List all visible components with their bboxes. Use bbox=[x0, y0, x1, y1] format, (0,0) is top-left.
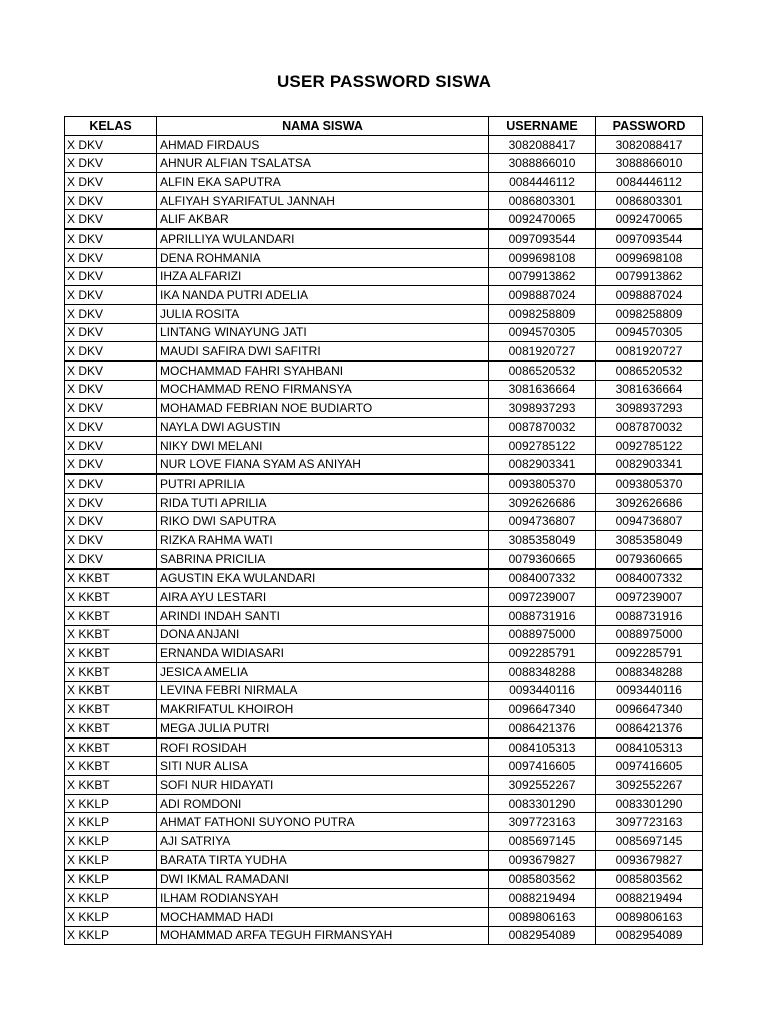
cell-kelas: X DKV bbox=[65, 380, 157, 399]
cell-username: 0088348288 bbox=[489, 662, 596, 681]
cell-password: 0093440116 bbox=[596, 681, 703, 700]
cell-nama-siswa: IKA NANDA PUTRI ADELIA bbox=[157, 286, 489, 305]
cell-username: 0096647340 bbox=[489, 700, 596, 719]
cell-kelas: X KKLP bbox=[65, 813, 157, 832]
cell-username: 3092552267 bbox=[489, 776, 596, 795]
table-row bbox=[65, 738, 703, 757]
table-row bbox=[65, 569, 703, 588]
cell-nama-siswa: NAYLA DWI AGUSTIN bbox=[157, 418, 489, 437]
cell-kelas: X DKV bbox=[65, 531, 157, 550]
cell-nama-siswa: DONA ANJANI bbox=[157, 625, 489, 644]
cell-nama-siswa: RIZKA RAHMA WATI bbox=[157, 531, 489, 550]
cell-username: 3098937293 bbox=[489, 399, 596, 418]
cell-kelas: X DKV bbox=[65, 436, 157, 455]
cell-username: 0084007332 bbox=[489, 569, 596, 588]
cell-nama-siswa: BARATA TIRTA YUDHA bbox=[157, 850, 489, 869]
cell-kelas: X KKBT bbox=[65, 662, 157, 681]
cell-nama-siswa: MAKRIFATUL KHOIROH bbox=[157, 700, 489, 719]
table-row bbox=[65, 757, 703, 776]
table-row bbox=[65, 588, 703, 607]
cell-kelas: X DKV bbox=[65, 418, 157, 437]
cell-nama-siswa: JESICA AMELIA bbox=[157, 662, 489, 681]
table-header-row bbox=[65, 117, 703, 136]
table-row bbox=[65, 210, 703, 229]
cell-password: 0086421376 bbox=[596, 719, 703, 738]
cell-username: 3097723163 bbox=[489, 813, 596, 832]
cell-nama-siswa: AHMAT FATHONI SUYONO PUTRA bbox=[157, 813, 489, 832]
cell-nama-siswa: PUTRI APRILIA bbox=[157, 474, 489, 493]
cell-username: 3081636664 bbox=[489, 380, 596, 399]
cell-nama-siswa: ARINDI INDAH SANTI bbox=[157, 606, 489, 625]
cell-kelas: X DKV bbox=[65, 549, 157, 568]
cell-username: 3082088417 bbox=[489, 135, 596, 154]
cell-password: 0097239007 bbox=[596, 588, 703, 607]
cell-kelas: X DKV bbox=[65, 512, 157, 531]
cell-password: 0085697145 bbox=[596, 832, 703, 851]
cell-password: 0088348288 bbox=[596, 662, 703, 681]
table-row bbox=[65, 380, 703, 399]
cell-username: 0098887024 bbox=[489, 286, 596, 305]
table-row bbox=[65, 229, 703, 248]
cell-nama-siswa: AHNUR ALFIAN TSALATSA bbox=[157, 154, 489, 173]
cell-password: 0083301290 bbox=[596, 794, 703, 813]
cell-kelas: X DKV bbox=[65, 191, 157, 210]
table-row bbox=[65, 681, 703, 700]
header-username: USERNAME bbox=[489, 117, 596, 136]
table-row bbox=[65, 342, 703, 361]
cell-password: 3092552267 bbox=[596, 776, 703, 795]
cell-kelas: X KKBT bbox=[65, 776, 157, 795]
cell-nama-siswa: NUR LOVE FIANA SYAM AS ANIYAH bbox=[157, 455, 489, 474]
cell-password: 0093805370 bbox=[596, 474, 703, 493]
cell-nama-siswa: AJI SATRIYA bbox=[157, 832, 489, 851]
cell-nama-siswa: AIRA AYU LESTARI bbox=[157, 588, 489, 607]
cell-username: 0097239007 bbox=[489, 588, 596, 607]
cell-nama-siswa: MAUDI SAFIRA DWI SAFITRI bbox=[157, 342, 489, 361]
cell-password: 3085358049 bbox=[596, 531, 703, 550]
table-row bbox=[65, 512, 703, 531]
cell-kelas: X KKBT bbox=[65, 569, 157, 588]
cell-username: 3092626686 bbox=[489, 493, 596, 512]
cell-kelas: X KKLP bbox=[65, 832, 157, 851]
cell-password: 0085803562 bbox=[596, 870, 703, 889]
table-row bbox=[65, 662, 703, 681]
cell-password: 3098937293 bbox=[596, 399, 703, 418]
table-row bbox=[65, 889, 703, 908]
table-row bbox=[65, 794, 703, 813]
cell-password: 0088731916 bbox=[596, 606, 703, 625]
cell-password: 0098887024 bbox=[596, 286, 703, 305]
table-row bbox=[65, 248, 703, 267]
table-row bbox=[65, 493, 703, 512]
cell-nama-siswa: MOCHAMMAD FAHRI SYAHBANI bbox=[157, 361, 489, 380]
cell-password: 0092785122 bbox=[596, 436, 703, 455]
table-row bbox=[65, 399, 703, 418]
cell-password: 0086803301 bbox=[596, 191, 703, 210]
cell-username: 0094570305 bbox=[489, 323, 596, 342]
cell-username: 0086803301 bbox=[489, 191, 596, 210]
cell-nama-siswa: NIKY DWI MELANI bbox=[157, 436, 489, 455]
cell-kelas: X KKBT bbox=[65, 625, 157, 644]
cell-password: 0097093544 bbox=[596, 229, 703, 248]
table-row bbox=[65, 154, 703, 173]
cell-username: 0079360665 bbox=[489, 549, 596, 568]
table-row bbox=[65, 926, 703, 945]
cell-username: 0086421376 bbox=[489, 719, 596, 738]
cell-kelas: X KKLP bbox=[65, 850, 157, 869]
cell-password: 0089806163 bbox=[596, 907, 703, 926]
cell-password: 0093679827 bbox=[596, 850, 703, 869]
cell-password: 3082088417 bbox=[596, 135, 703, 154]
cell-username: 0084446112 bbox=[489, 173, 596, 192]
cell-kelas: X DKV bbox=[65, 342, 157, 361]
cell-kelas: X KKBT bbox=[65, 606, 157, 625]
cell-kelas: X DKV bbox=[65, 286, 157, 305]
cell-kelas: X KKBT bbox=[65, 719, 157, 738]
cell-username: 0098258809 bbox=[489, 304, 596, 323]
cell-kelas: X DKV bbox=[65, 455, 157, 474]
cell-nama-siswa: RIDA TUTI APRILIA bbox=[157, 493, 489, 512]
cell-password: 0084446112 bbox=[596, 173, 703, 192]
cell-kelas: X KKBT bbox=[65, 644, 157, 663]
cell-password: 0087870032 bbox=[596, 418, 703, 437]
cell-password: 0097416605 bbox=[596, 757, 703, 776]
cell-nama-siswa: MEGA JULIA PUTRI bbox=[157, 719, 489, 738]
cell-username: 0083301290 bbox=[489, 794, 596, 813]
cell-username: 0088731916 bbox=[489, 606, 596, 625]
cell-nama-siswa: ERNANDA WIDIASARI bbox=[157, 644, 489, 663]
cell-kelas: X DKV bbox=[65, 267, 157, 286]
cell-password: 0098258809 bbox=[596, 304, 703, 323]
cell-username: 0085697145 bbox=[489, 832, 596, 851]
cell-password: 0079360665 bbox=[596, 549, 703, 568]
header-kelas: KELAS bbox=[65, 117, 157, 136]
cell-username: 0088975000 bbox=[489, 625, 596, 644]
table-row bbox=[65, 304, 703, 323]
cell-kelas: X KKBT bbox=[65, 738, 157, 757]
cell-password: 0094570305 bbox=[596, 323, 703, 342]
table-row bbox=[65, 776, 703, 795]
cell-password: 0084007332 bbox=[596, 569, 703, 588]
cell-username: 0093440116 bbox=[489, 681, 596, 700]
cell-username: 3085358049 bbox=[489, 531, 596, 550]
cell-nama-siswa: AGUSTIN EKA WULANDARI bbox=[157, 569, 489, 588]
cell-username: 0085803562 bbox=[489, 870, 596, 889]
cell-password: 0084105313 bbox=[596, 738, 703, 757]
table-row bbox=[65, 719, 703, 738]
cell-kelas: X KKBT bbox=[65, 757, 157, 776]
cell-nama-siswa: LEVINA FEBRI NIRMALA bbox=[157, 681, 489, 700]
cell-password: 0088975000 bbox=[596, 625, 703, 644]
table-row bbox=[65, 813, 703, 832]
cell-password: 0094736807 bbox=[596, 512, 703, 531]
table-row bbox=[65, 173, 703, 192]
cell-kelas: X DKV bbox=[65, 304, 157, 323]
cell-username: 0097416605 bbox=[489, 757, 596, 776]
cell-username: 0097093544 bbox=[489, 229, 596, 248]
cell-nama-siswa: ILHAM RODIANSYAH bbox=[157, 889, 489, 908]
table-row bbox=[65, 700, 703, 719]
cell-username: 0092470065 bbox=[489, 210, 596, 229]
table-row bbox=[65, 907, 703, 926]
table-row bbox=[65, 436, 703, 455]
cell-nama-siswa: MOCHAMMAD RENO FIRMANSYA bbox=[157, 380, 489, 399]
table-row bbox=[65, 850, 703, 869]
cell-kelas: X KKLP bbox=[65, 907, 157, 926]
table-row bbox=[65, 549, 703, 568]
cell-nama-siswa: IHZA ALFARIZI bbox=[157, 267, 489, 286]
table-row bbox=[65, 832, 703, 851]
student-password-table bbox=[64, 116, 703, 945]
cell-password: 0086520532 bbox=[596, 361, 703, 380]
cell-username: 0087870032 bbox=[489, 418, 596, 437]
cell-password: 0099698108 bbox=[596, 248, 703, 267]
table-row bbox=[65, 531, 703, 550]
table-row bbox=[65, 474, 703, 493]
table-row bbox=[65, 644, 703, 663]
cell-username: 0088219494 bbox=[489, 889, 596, 908]
cell-username: 0082903341 bbox=[489, 455, 596, 474]
table-row bbox=[65, 323, 703, 342]
cell-kelas: X DKV bbox=[65, 135, 157, 154]
cell-kelas: X KKLP bbox=[65, 926, 157, 945]
cell-password: 0092285791 bbox=[596, 644, 703, 663]
cell-kelas: X KKBT bbox=[65, 681, 157, 700]
cell-username: 0084105313 bbox=[489, 738, 596, 757]
cell-username: 0079913862 bbox=[489, 267, 596, 286]
table-row bbox=[65, 455, 703, 474]
table-row bbox=[65, 606, 703, 625]
cell-username: 3088866010 bbox=[489, 154, 596, 173]
cell-nama-siswa: MOCHAMMAD HADI bbox=[157, 907, 489, 926]
cell-nama-siswa: SOFI NUR HIDAYATI bbox=[157, 776, 489, 795]
cell-username: 0092785122 bbox=[489, 436, 596, 455]
table-row bbox=[65, 625, 703, 644]
cell-nama-siswa: RIKO DWI SAPUTRA bbox=[157, 512, 489, 531]
cell-nama-siswa: APRILLIYA WULANDARI bbox=[157, 229, 489, 248]
cell-nama-siswa: AHMAD FIRDAUS bbox=[157, 135, 489, 154]
cell-username: 0093805370 bbox=[489, 474, 596, 493]
cell-kelas: X DKV bbox=[65, 361, 157, 380]
table-body bbox=[65, 135, 703, 945]
cell-kelas: X KKLP bbox=[65, 794, 157, 813]
header-password: PASSWORD bbox=[596, 117, 703, 136]
cell-kelas: X DKV bbox=[65, 493, 157, 512]
cell-username: 0099698108 bbox=[489, 248, 596, 267]
cell-username: 0086520532 bbox=[489, 361, 596, 380]
cell-nama-siswa: SITI NUR ALISA bbox=[157, 757, 489, 776]
cell-password: 0092470065 bbox=[596, 210, 703, 229]
cell-nama-siswa: ALIF AKBAR bbox=[157, 210, 489, 229]
cell-kelas: X DKV bbox=[65, 229, 157, 248]
cell-kelas: X DKV bbox=[65, 323, 157, 342]
cell-username: 0081920727 bbox=[489, 342, 596, 361]
table-row bbox=[65, 191, 703, 210]
page-title: USER PASSWORD SISWA bbox=[276, 72, 492, 91]
table-row bbox=[65, 267, 703, 286]
cell-password: 3088866010 bbox=[596, 154, 703, 173]
cell-nama-siswa: MOHAMAD FEBRIAN NOE BUDIARTO bbox=[157, 399, 489, 418]
cell-username: 0092285791 bbox=[489, 644, 596, 663]
cell-nama-siswa: MOHAMMAD ARFA TEGUH FIRMANSYAH bbox=[157, 926, 489, 945]
table-row bbox=[65, 418, 703, 437]
cell-kelas: X KKBT bbox=[65, 700, 157, 719]
cell-kelas: X DKV bbox=[65, 173, 157, 192]
cell-kelas: X KKLP bbox=[65, 870, 157, 889]
cell-kelas: X KKLP bbox=[65, 889, 157, 908]
cell-kelas: X DKV bbox=[65, 210, 157, 229]
cell-password: 3092626686 bbox=[596, 493, 703, 512]
cell-username: 0093679827 bbox=[489, 850, 596, 869]
table-row bbox=[65, 870, 703, 889]
cell-username: 0089806163 bbox=[489, 907, 596, 926]
cell-nama-siswa: SABRINA PRICILIA bbox=[157, 549, 489, 568]
table-row bbox=[65, 286, 703, 305]
header-nama-siswa: NAMA SISWA bbox=[157, 117, 489, 136]
cell-nama-siswa: ALFIYAH SYARIFATUL JANNAH bbox=[157, 191, 489, 210]
cell-nama-siswa: DENA ROHMANIA bbox=[157, 248, 489, 267]
cell-password: 0096647340 bbox=[596, 700, 703, 719]
cell-password: 3097723163 bbox=[596, 813, 703, 832]
cell-username: 0082954089 bbox=[489, 926, 596, 945]
cell-nama-siswa: ALFIN EKA SAPUTRA bbox=[157, 173, 489, 192]
cell-kelas: X DKV bbox=[65, 154, 157, 173]
cell-nama-siswa: DWI IKMAL RAMADANI bbox=[157, 870, 489, 889]
cell-kelas: X DKV bbox=[65, 474, 157, 493]
table-row bbox=[65, 361, 703, 380]
cell-password: 0082903341 bbox=[596, 455, 703, 474]
cell-kelas: X DKV bbox=[65, 399, 157, 418]
cell-kelas: X DKV bbox=[65, 248, 157, 267]
cell-username: 0094736807 bbox=[489, 512, 596, 531]
cell-password: 3081636664 bbox=[596, 380, 703, 399]
cell-password: 0082954089 bbox=[596, 926, 703, 945]
cell-nama-siswa: JULIA ROSITA bbox=[157, 304, 489, 323]
cell-nama-siswa: LINTANG WINAYUNG JATI bbox=[157, 323, 489, 342]
cell-password: 0088219494 bbox=[596, 889, 703, 908]
cell-kelas: X KKBT bbox=[65, 588, 157, 607]
cell-password: 0079913862 bbox=[596, 267, 703, 286]
cell-nama-siswa: ADI ROMDONI bbox=[157, 794, 489, 813]
cell-nama-siswa: ROFI ROSIDAH bbox=[157, 738, 489, 757]
cell-password: 0081920727 bbox=[596, 342, 703, 361]
table-row bbox=[65, 135, 703, 154]
